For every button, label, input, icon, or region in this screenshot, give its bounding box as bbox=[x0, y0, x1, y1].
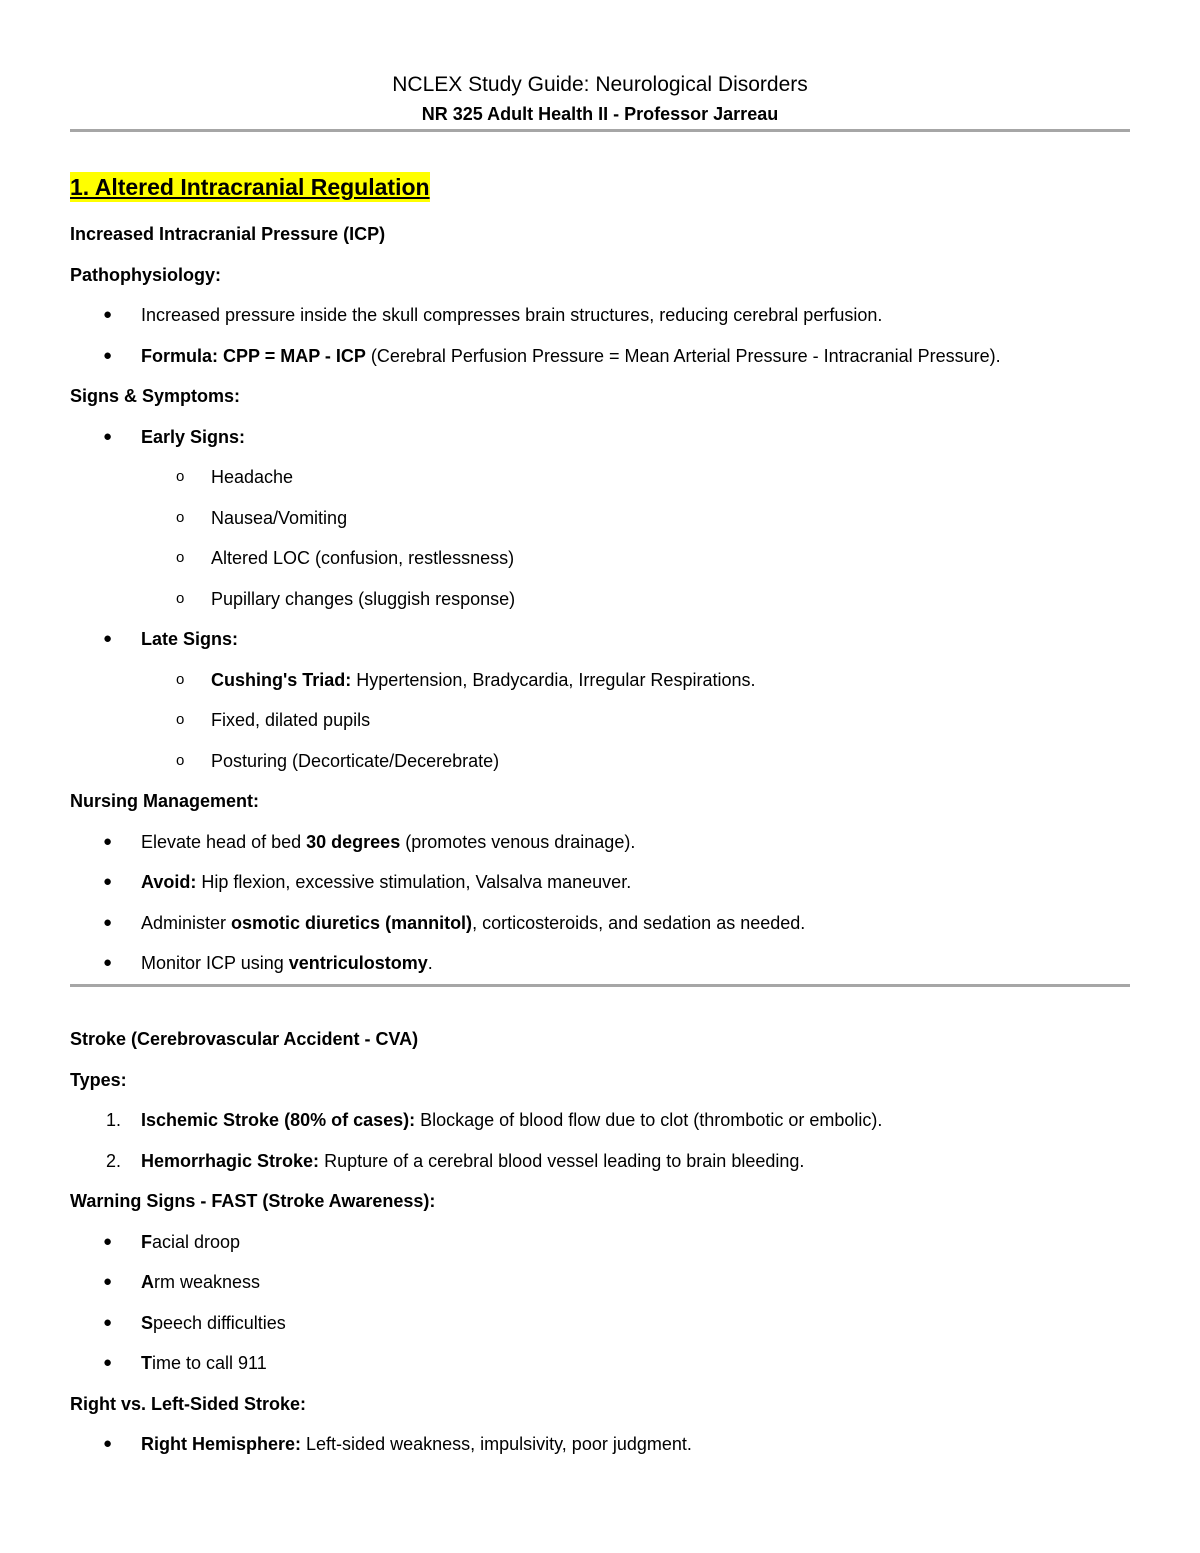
fast-letter: A bbox=[141, 1272, 154, 1292]
circle-bullet-icon: o bbox=[176, 508, 185, 526]
list-item-text: rm weakness bbox=[154, 1272, 261, 1292]
list-item bbox=[70, 336, 1140, 377]
circle-bullet-icon: o bbox=[176, 711, 185, 728]
sub-list-item bbox=[70, 660, 1140, 701]
list-item-text: (Cerebral Perfusion Pressure = Mean Arterial Pressure - Intracranial Pressure). bbox=[365, 345, 1001, 366]
document-title: NCLEX Study Guide: Neurological Disorders bbox=[392, 73, 808, 96]
list-item-bold: ventriculostomy bbox=[288, 953, 428, 973]
section-heading: 1. Altered Intracranial Regulation bbox=[70, 174, 430, 200]
circle-bullet-icon: o bbox=[176, 468, 185, 485]
document-header bbox=[0, 70, 1200, 128]
icp-title: Increased Intracranial Pressure (ICP) bbox=[70, 224, 386, 244]
item-number: 1. bbox=[106, 1110, 122, 1130]
numbered-item bbox=[70, 1141, 1140, 1182]
list-item bbox=[70, 619, 1140, 660]
list-item bbox=[70, 295, 1140, 336]
sub-list-item-text: Hypertension, Bradycardia, Irregular Respirations. bbox=[351, 669, 756, 690]
list-item bbox=[70, 862, 1140, 903]
sub-list-item-text: Fixed, dilated pupils bbox=[211, 710, 371, 730]
list-item-text: peech difficulties bbox=[153, 1312, 286, 1333]
sub-list-item-text: Altered LOC (confusion, restlessness) bbox=[211, 548, 515, 568]
list-item-text: Monitor ICP using bbox=[141, 953, 289, 973]
fast-label: Warning Signs - FAST (Stroke Awareness): bbox=[70, 1191, 436, 1211]
numbered-item-text: Blockage of blood flow due to clot (thrombotic or embolic). bbox=[415, 1110, 883, 1130]
bullet-icon: ● bbox=[103, 832, 113, 850]
early-signs-label: Early Signs: bbox=[141, 426, 246, 447]
list-item bbox=[70, 1424, 1140, 1465]
list-item-text: Hip flexion, excessive stimulation, Valsalva maneuver. bbox=[196, 872, 632, 892]
list-item-text: Administer bbox=[141, 912, 232, 933]
stroke-section bbox=[70, 1019, 1140, 1465]
list-item-text: ime to call 911 bbox=[152, 1353, 267, 1373]
list-item-bold: Avoid: bbox=[141, 872, 197, 892]
bullet-icon: ● bbox=[103, 954, 113, 971]
sub-list-item bbox=[70, 741, 1140, 782]
section-divider bbox=[70, 984, 1130, 987]
list-item-bold: osmotic diuretics (mannitol) bbox=[231, 912, 473, 933]
sub-list-item bbox=[70, 700, 1140, 741]
sub-list-item-text: Headache bbox=[211, 467, 294, 487]
circle-bullet-icon: o bbox=[176, 670, 185, 688]
bullet-icon: ● bbox=[103, 1313, 113, 1331]
stroke-title: Stroke (Cerebrovascular Accident - CVA) bbox=[70, 1029, 419, 1049]
sub-list-item bbox=[70, 498, 1140, 539]
nursing-label: Nursing Management: bbox=[70, 791, 260, 811]
list-item-bold: 30 degrees bbox=[306, 831, 401, 852]
list-item-text: Increased pressure inside the skull compresses brain structures, reducing cerebral perfusion. bbox=[141, 305, 883, 325]
numbered-item-text: Rupture of a cerebral blood vessel leading to brain bleeding. bbox=[319, 1150, 805, 1171]
bullet-icon: ● bbox=[103, 1435, 113, 1452]
item-number: 2. bbox=[106, 1150, 122, 1171]
fast-letter: T bbox=[141, 1353, 152, 1373]
sub-list-item bbox=[70, 457, 1140, 498]
list-item-text: , corticosteroids, and sedation as needed. bbox=[472, 912, 806, 933]
list-item bbox=[70, 1222, 1140, 1263]
side-label: Right vs. Left-Sided Stroke: bbox=[70, 1393, 307, 1414]
numbered-item-bold: Hemorrhagic Stroke: bbox=[141, 1150, 320, 1171]
list-item-bold: Right Hemisphere: bbox=[141, 1434, 302, 1454]
list-item-text: Left-sided weakness, impulsivity, poor judgment. bbox=[301, 1434, 692, 1454]
list-item bbox=[70, 903, 1140, 944]
bullet-icon: ● bbox=[103, 1273, 113, 1290]
bullet-icon: ● bbox=[103, 873, 113, 890]
bullet-icon: ● bbox=[103, 306, 113, 323]
fast-letter: S bbox=[141, 1312, 154, 1333]
circle-bullet-icon: o bbox=[176, 589, 185, 607]
list-item-text: . bbox=[427, 953, 433, 973]
numbered-item-bold: Ischemic Stroke (80% of cases): bbox=[141, 1110, 416, 1130]
circle-bullet-icon: o bbox=[176, 549, 185, 566]
bullet-icon: ● bbox=[103, 1354, 113, 1371]
sub-list-item-text: Pupillary changes (sluggish response) bbox=[211, 588, 516, 609]
list-item bbox=[70, 1343, 1140, 1384]
bullet-icon: ● bbox=[103, 913, 113, 931]
bullet-icon: ● bbox=[103, 346, 113, 364]
list-item bbox=[70, 417, 1140, 458]
list-item bbox=[70, 943, 1140, 984]
list-item-bold: Formula: CPP = MAP - ICP bbox=[141, 345, 366, 366]
fast-letter: F bbox=[141, 1231, 152, 1252]
list-item-text: Elevate head of bed bbox=[141, 831, 307, 852]
sub-list-item-text: Nausea/Vomiting bbox=[211, 507, 348, 528]
sub-list-item bbox=[70, 538, 1140, 579]
header-divider bbox=[70, 129, 1130, 132]
list-item bbox=[70, 1303, 1140, 1344]
sub-list-item bbox=[70, 579, 1140, 620]
list-item bbox=[70, 822, 1140, 863]
bullet-icon: ● bbox=[103, 1232, 113, 1250]
list-item-text: acial droop bbox=[152, 1231, 241, 1252]
document-subtitle: NR 325 Adult Health II - Professor Jarreau bbox=[421, 104, 779, 124]
list-item-text: (promotes venous drainage). bbox=[400, 831, 636, 852]
sub-list-item-text: Posturing (Decorticate/Decerebrate) bbox=[211, 750, 500, 771]
types-label: Types: bbox=[70, 1069, 127, 1090]
signs-label: Signs & Symptoms: bbox=[70, 386, 241, 406]
bullet-icon: ● bbox=[103, 630, 113, 647]
late-signs-label: Late Signs: bbox=[141, 629, 239, 649]
patho-label: Pathophysiology: bbox=[70, 264, 222, 285]
sub-list-item-bold: Cushing's Triad: bbox=[211, 669, 352, 690]
list-item bbox=[70, 1262, 1140, 1303]
numbered-item bbox=[70, 1100, 1140, 1141]
circle-bullet-icon: o bbox=[176, 751, 185, 769]
bullet-icon: ● bbox=[103, 427, 113, 445]
document-body bbox=[70, 172, 1140, 984]
